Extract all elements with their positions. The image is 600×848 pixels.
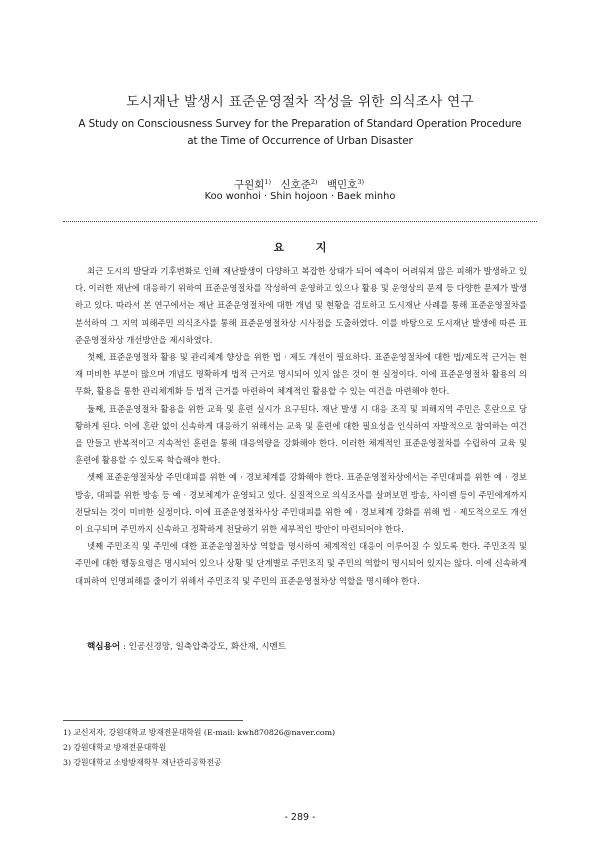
footnote: 1) 교신저자, 강원대학교 방재전문대학원 (E-mail: kwh870826@naver.com) xyxy=(63,728,336,737)
title-english-line: A Study on Consciousness Survey for the Preparation of Standard Operation Procedure xyxy=(78,118,522,130)
page-number: - 289 - xyxy=(284,812,316,823)
footnote-divider xyxy=(63,720,243,721)
abstract-paragraph: 둘째, 표준운영절차 활용을 위한 교육 및 훈련 실시가 요구된다. 재난 발생 시 대응 조직 및 피해지역 주민은 혼란으로 당황하게 된다. 이에 혼란 없이 신속하게 대응하기 위해서는 교육 및 훈련에 대한 필요성을 인식하여 자발적으로 참여하는 여건을 만들고 반복적이고 지속적인 훈련을 통해 대응역량을 강화해야 한다. 이러한 체계적인 표준운영절차를 수립하여 교육 및 훈련에 활용할 수 있도록 학습해야 한다. xyxy=(75,403,527,466)
abstract-paragraph: 최근 도시의 발달과 기후변화로 인해 재난발생이 다양하고 복잡한 상태가 되어 예측이 어려워져 많은 피해가 발생하고 있다. 이러한 재난에 대응하기 위하여 표준운영절차를 작성하여 운영하고 있으나 활용 및 운영상의 문제 등 다양한 문제가 발생하고 있다. 따라서 본 연구에서는 재난 표준운영절차에 대한 개념 및 현황을 검토하고 도시재난 사례를 통해 표준운영절차를 분석하여 그 지역 피해주민 의식조사를 통해 표준운영절차상 시사점을 도출하였다. 이를 바탕으로 도시재난 발생에 따른 표준운영절차상 개선방안을 제시하였다. xyxy=(75,266,527,345)
paper-title-english xyxy=(0,116,600,150)
author-name: 백민호 xyxy=(326,179,358,191)
paper-title-korean: 도시재난 발생시 표준운영절차 작성을 위한 의식조사 연구 xyxy=(126,94,474,110)
title-english-line: at the Time of Occurrence of Urban Disaster xyxy=(187,135,413,147)
author-footnote-marker: 3) xyxy=(357,178,364,186)
keywords-text: 인공신경망, 일축압축강도, 화산재, 시멘트 xyxy=(128,642,287,652)
authors-english: Koo wonhoi · Shin hojoon · Baek minho xyxy=(204,191,396,202)
keywords-line xyxy=(87,640,527,654)
header-divider xyxy=(63,221,537,222)
keywords-label: 핵심용어 xyxy=(87,642,121,652)
abstract-paragraph: 넷째 주민조직 및 주민에 대한 표준운영절차상 역할을 명시하여 체계적인 대응이 이루어질 수 있도록 한다. 주민조직 및 주민에 대한 행동요령은 명시되어 있으나 상황 및 단계별로 주민조직 및 주민의 역할이 명시되어 있지는 않다. 이에 신속하게 대피하여 인명피해를 줄이기 위해서 주민조직 및 주민의 표준운영절차상 역할을 명시해야 한다. xyxy=(75,541,527,586)
footnote: 2) 강원대학교 방재전문대학원 xyxy=(63,743,167,752)
abstract-paragraph: 셋째 표준운영절차상 주민대피를 위한 예 · 경보체계를 강화해야 한다. 표준운영절차상에서는 주민대피를 위한 예 · 경보 방송, 대피를 위한 방송 등 예 · 경보체계가 운영되고 있다. 실질적으로 의식조사를 살펴보면 방송, 사이렌 등이 주민에게까지 전달되는 것이 미비한 실정이다. 이에 표준운영절차사상 주민대피를 위한 예 · 경보체계 강화를 위해 법 · 제도적으로도 개선이 요구되며 주민까지 신속하고 정확하게 전달하기 위한 세부적인 방안이 마련되어야 한다. xyxy=(75,472,527,535)
footnote: 3) 강원대학교 소방방재학부 재난관리공학전공 xyxy=(63,758,222,767)
author-name: 구원회 xyxy=(233,179,265,191)
abstract-heading: 요 지 xyxy=(273,241,341,254)
abstract-body xyxy=(75,263,527,590)
author-footnote-marker: 1) xyxy=(264,178,272,186)
author-name: 신호준 xyxy=(280,179,311,191)
footnotes xyxy=(63,725,533,770)
abstract-paragraph: 첫째, 표준운영절차 활용 및 관리체계 향상을 위한 법 · 제도 개선이 필요하다. 표준운영절차에 대한 법/제도적 근거는 현재 미비한 부분이 많으며 개념도 명확하게 법적 근거로 명시되어 있지 않은 것이 현 실정이다. 이에 표준운영절차 활용의 의무화, 활용을 통한 관리체계화 등 법적 근거를 마련하여 체계적인 활용할 수 있는 여건을 마련해야 한다. xyxy=(75,352,527,397)
keywords-separator: : xyxy=(122,642,129,652)
author-footnote-marker: 2) xyxy=(310,178,318,186)
